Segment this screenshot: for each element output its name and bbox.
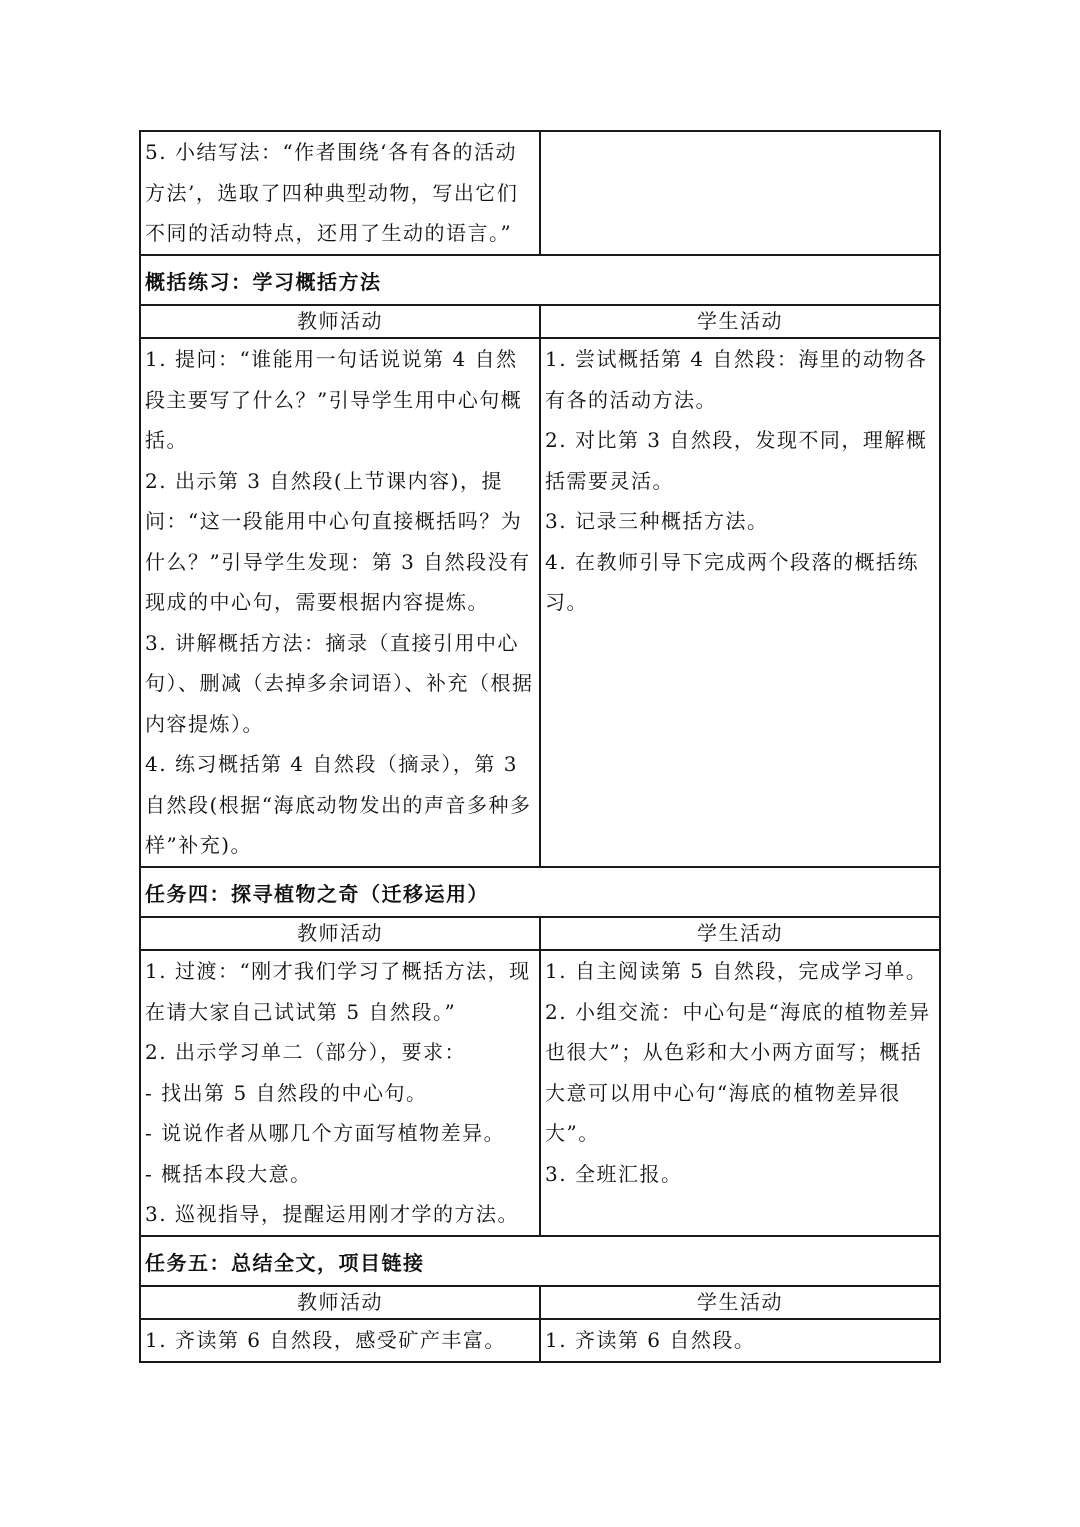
- student-item: 4. 在教师引导下完成两个段落的概括练习。: [545, 549, 919, 614]
- teacher-item: 3. 巡视指导，提醒运用刚才学的方法。: [145, 1202, 519, 1226]
- header-row: [140, 305, 940, 338]
- teacher-item: - 概括本段大意。: [145, 1161, 312, 1186]
- student-item: 3. 全班汇报。: [545, 1161, 683, 1186]
- student-cell: [540, 1319, 940, 1362]
- student-header: 学生活动: [540, 917, 940, 950]
- student-item: 1. 齐读第 6 自然段。: [545, 1328, 756, 1352]
- table-row: [140, 950, 940, 1236]
- section-title: 任务四：探寻植物之奇（迁移运用）: [140, 867, 940, 918]
- teacher-item: - 说说作者从哪几个方面写植物差异。: [145, 1121, 506, 1145]
- student-item: 3. 记录三种概括方法。: [545, 509, 769, 533]
- table-row: [140, 338, 940, 867]
- header-row: [140, 1286, 940, 1319]
- student-item: 2. 对比第 3 自然段，发现不同，理解概括需要灵活。: [545, 428, 928, 493]
- teacher-item: 1. 齐读第 6 自然段，感受矿产丰富。: [145, 1328, 506, 1352]
- teacher-cell: [140, 950, 540, 1236]
- section-row: [140, 255, 940, 306]
- student-cell: [540, 950, 940, 1236]
- section-title: 任务五：总结全文，项目链接: [140, 1236, 940, 1287]
- lesson-plan-table: [139, 130, 941, 1363]
- teacher-cell: [140, 131, 540, 255]
- teacher-cell: [140, 1319, 540, 1362]
- teacher-item: - 找出第 5 自然段的中心句。: [145, 1080, 428, 1105]
- teacher-item: 2. 出示学习单二（部分），要求：: [145, 1040, 466, 1064]
- section-row: [140, 1236, 940, 1287]
- table-row: [140, 1319, 940, 1362]
- student-cell: [540, 338, 940, 867]
- student-header: 学生活动: [540, 1286, 940, 1319]
- student-header: 学生活动: [540, 305, 940, 338]
- teacher-item: 4. 练习概括第 4 自然段（摘录），第 3 自然段(根据“海底动物发出的声音多种多样”补充)。: [145, 752, 532, 857]
- teacher-item: 2. 出示第 3 自然段(上节课内容)，提问：“这一段能用中心句直接概括吗？为什么？”引导学生发现：第 3 自然段没有现成的中心句，需要根据内容提炼。: [145, 468, 531, 614]
- student-item: 2. 小组交流：中心句是“海底的植物差异也很大”；从色彩和大小两方面写；概括大意可以用中心句“海底的植物差异很大”。: [545, 999, 931, 1145]
- teacher-header: 教师活动: [140, 917, 540, 950]
- section-row: [140, 867, 940, 918]
- student-item: 1. 自主阅读第 5 自然段，完成学习单。: [545, 959, 928, 983]
- teacher-header: 教师活动: [140, 1286, 540, 1319]
- teacher-item: 1. 过渡：“刚才我们学习了概括方法，现在请大家自己试试第 5 自然段。”: [145, 959, 531, 1024]
- teacher-cell: [140, 338, 540, 867]
- teacher-item: 1. 提问：“谁能用一句话说说第 4 自然段主要写了什么？”引导学生用中心句概括。: [145, 347, 523, 452]
- table-row: [140, 131, 940, 255]
- section-title: 概括练习：学习概括方法: [140, 255, 940, 306]
- student-item: 1. 尝试概括第 4 自然段：海里的动物各有各的活动方法。: [545, 347, 928, 412]
- header-row: [140, 917, 940, 950]
- teacher-item: 3. 讲解概括方法：摘录（直接引用中心句）、删减（去掉多余词语）、补充（根据内容提炼）。: [145, 630, 534, 736]
- teacher-header: 教师活动: [140, 305, 540, 338]
- teacher-item: 5. 小结写法：“作者围绕‘各有各的活动方法’，选取了四种典型动物，写出它们不同的活动特点，还用了生动的语言。”: [145, 140, 519, 245]
- student-cell: [540, 131, 940, 255]
